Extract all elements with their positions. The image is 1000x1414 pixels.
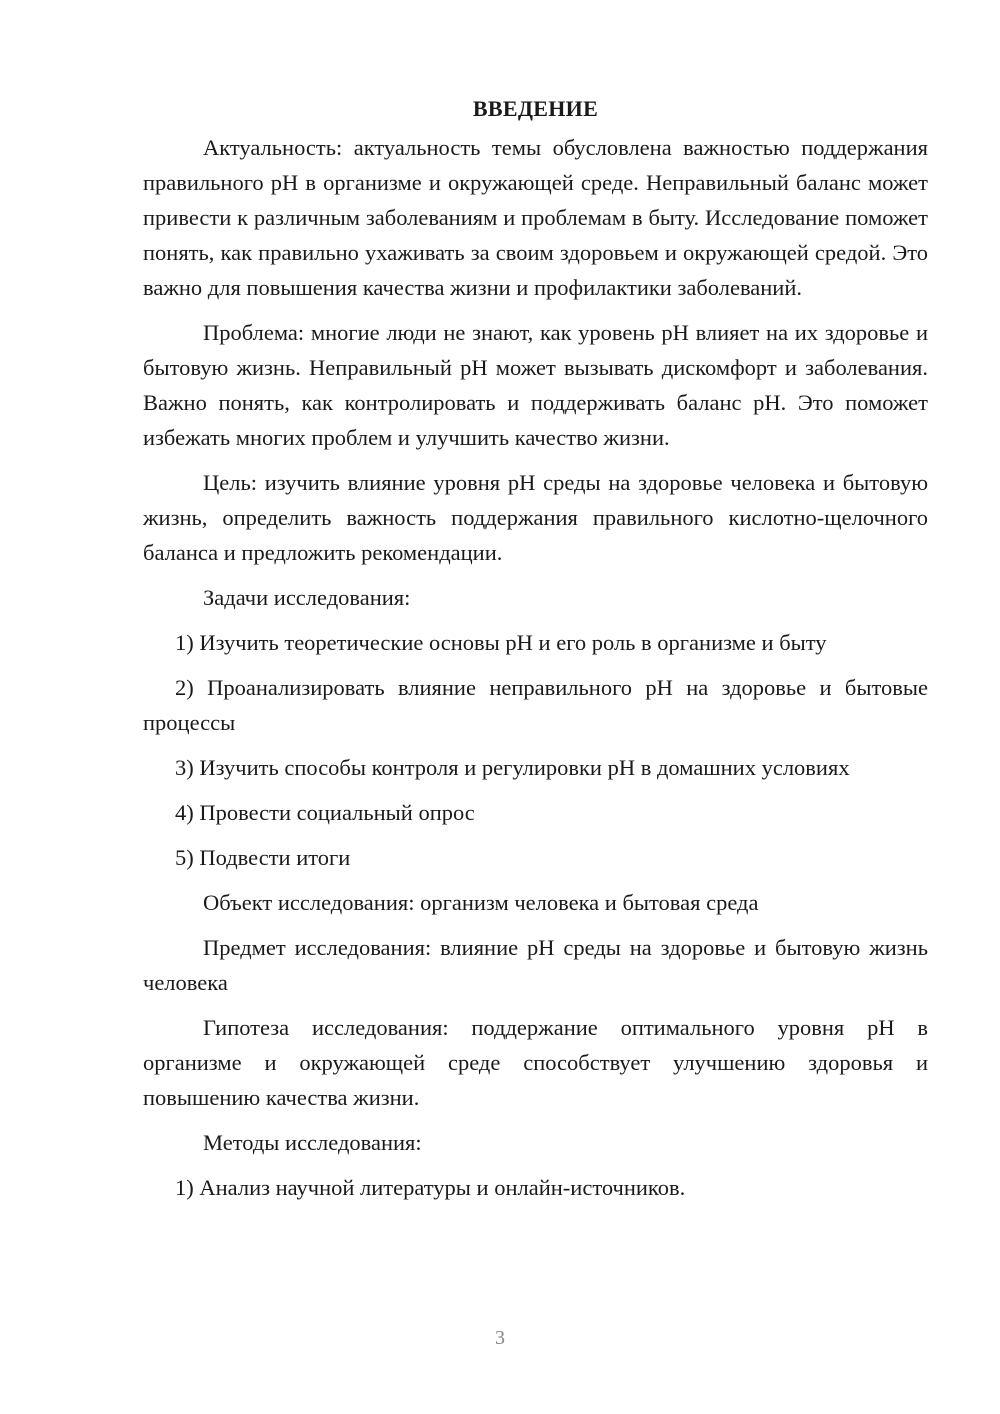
tasks-heading: Задачи исследования: xyxy=(203,585,411,610)
page-number: 3 xyxy=(495,1327,505,1349)
paragraph-hypothesis: Гипотеза исследования: поддержание оптимального уровня pH в организме и окружающей среде способствует улучшению здоровья и повышению качества жизни. xyxy=(143,1015,928,1110)
list-item-task-2: 2) Проанализировать влияние неправильного pH на здоровье и бытовые процессы xyxy=(143,675,928,735)
paragraph-goal: Цель: изучить влияние уровня pH среды на здоровье человека и бытовую жизнь, определить важность поддержания правильного кислотно-щелочного баланса и предложить рекомендации. xyxy=(143,470,928,565)
list-item-task-4: 4) Провести социальный опрос xyxy=(175,800,475,825)
list-item-task-5: 5) Подвести итоги xyxy=(175,845,351,870)
page-title: ВВЕДЕНИЕ xyxy=(472,96,599,121)
paragraph-subject: Предмет исследования: влияние pH среды на здоровье и бытовую жизнь человека xyxy=(143,935,928,995)
paragraph-object: Объект исследования: организм человека и бытовая среда xyxy=(203,890,759,915)
paragraph-relevance: Актуальность: актуальность темы обусловлена важностью поддержания правильного pH в организме и окружающей среде. Неправильный баланс может привести к различным заболеваниям и проблемам в быту. Исследование поможет понять, как правильно ухаживать за своим здоровьем и окружающей средой. Это важно для повышения качества жизни и профилактики заболеваний. xyxy=(143,135,928,300)
list-item-task-1: 1) Изучить теоретические основы pH и его роль в организме и быту xyxy=(175,630,827,655)
list-item-task-3: 3) Изучить способы контроля и регулировки pH в домашних условиях xyxy=(175,755,850,780)
methods-heading: Методы исследования: xyxy=(203,1130,422,1155)
paragraph-problem: Проблема: многие люди не знают, как уровень pH влияет на их здоровье и бытовую жизнь. Неправильный pH может вызывать дискомфорт и заболевания. Важно понять, как контролировать и поддерживать баланс pH. Это поможет избежать многих проблем и улучшить качество жизни. xyxy=(143,320,928,450)
list-item-method-1: 1) Анализ научной литературы и онлайн-источников. xyxy=(175,1175,686,1200)
document-page xyxy=(143,92,928,1215)
